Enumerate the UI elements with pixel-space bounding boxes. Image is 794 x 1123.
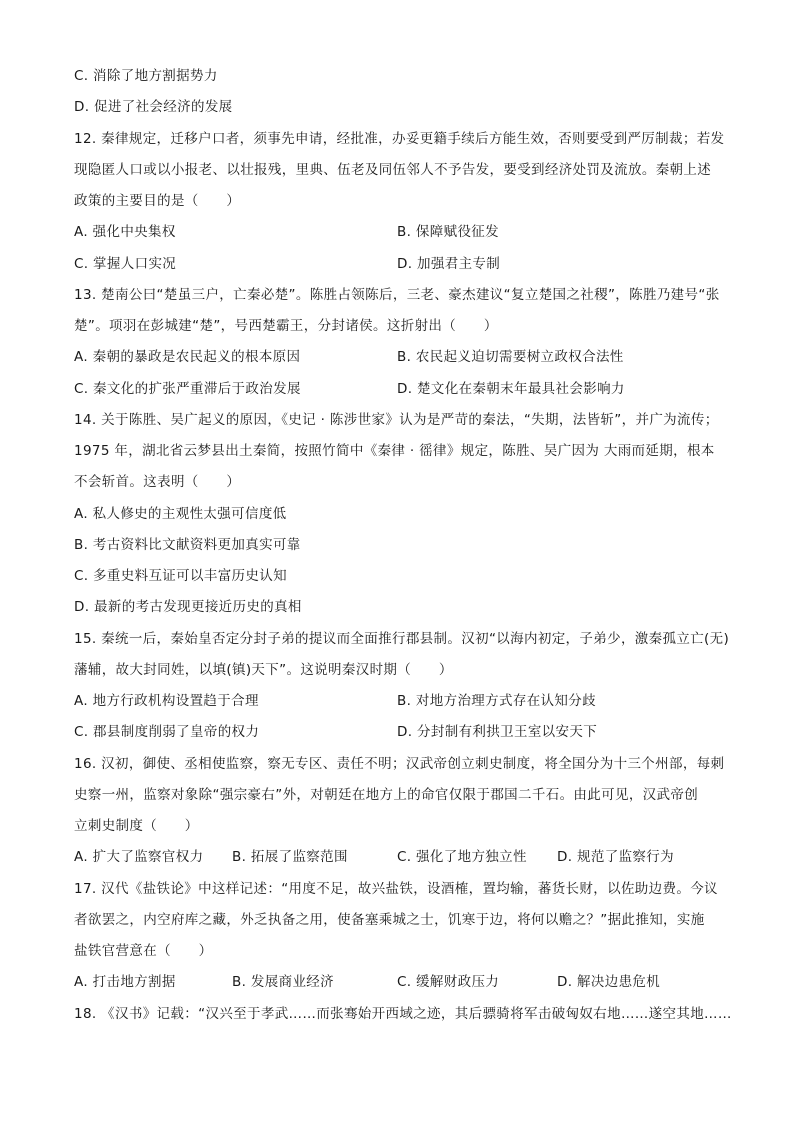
q13-option-c: C. 秦文化的扩张严重滞后于政治发展 [74, 381, 301, 397]
q17-stem-line-1: 17. 汉代《盐铁论》中这样记述：“用度不足，故兴盐铁，设酒榷，置均输，蕃货长财，以佐助边费。今议 [74, 881, 718, 897]
q16-option-b: B. 拓展了监察范围 [232, 849, 348, 865]
q16-stem-line-2: 史察一州，监察对象除“强宗豪右”外，对朝廷在地方上的命官仅限于郡国二千石。由此可见，汉武帝创 [74, 787, 699, 803]
q13-stem-line-1: 13. 楚南公曰“楚虽三户，亡秦必楚”。陈胜占领陈后，三老、豪杰建议“复立楚国之社稷”，陈胜乃建号“张 [74, 287, 720, 303]
q14-stem-line-1: 14. 关于陈胜、吴广起义的原因，《史记 · 陈涉世家》认为是严苛的秦法，“失期，法皆斩”，并广为流传； [74, 412, 719, 428]
q12-option-b: B. 保障赋役征发 [397, 224, 499, 240]
q12-stem-line-2: 现隐匿人口或以小报老、以壮报残，里典、伍老及同伍邻人不予告发，要受到经济处罚及流放。秦朝上述 [74, 162, 712, 178]
q12-option-d: D. 加强君主专制 [397, 256, 501, 272]
q12-option-c: C. 掌握人口实况 [74, 256, 177, 272]
q15-stem-line-2: 藩辅，故大封同姓，以填(镇)天下”。这说明秦汉时期（ ） [74, 662, 453, 678]
q16-stem-line-1: 16. 汉初，御使、丞相使监察，察无专区、责任不明；汉武帝创立刺史制度，将全国分为十三个州部，每刺 [74, 756, 725, 772]
q14-option-b: B. 考古资料比文献资料更加真实可靠 [74, 537, 301, 553]
q12-stem-line-3: 政策的主要目的是（ ） [74, 193, 241, 209]
q15-option-d: D. 分封制有利拱卫王室以安天下 [397, 724, 598, 740]
q14-stem-line-2: 1975 年，湖北省云梦县出土秦简，按照竹简中《秦律 · 徭律》规定，陈胜、吴广因为 大雨而延期，根本 [74, 443, 715, 459]
q17-option-c: C. 缓解财政压力 [397, 974, 500, 990]
q11-option-c: C. 消除了地方割据势力 [74, 68, 218, 84]
q16-stem-line-3: 立刺史制度（ ） [74, 818, 199, 834]
q15-stem-line-1: 15. 秦统一后，秦始皇否定分封子弟的提议而全面推行郡县制。汉初“以海内初定，子弟少，激秦孤立亡(无) [74, 631, 730, 647]
q17-option-d: D. 解决边患危机 [557, 974, 661, 990]
q12-stem-line-1: 12. 秦律规定，迁移户口者，须事先申请，经批准，办妥更籍手续后方能生效，否则要受到严厉制裁；若发 [74, 131, 725, 147]
q16-option-c: C. 强化了地方独立性 [397, 849, 527, 865]
q13-option-d: D. 楚文化在秦朝末年最具社会影响力 [397, 381, 625, 397]
q14-stem-line-3: 不会斩首。这表明（ ） [74, 474, 241, 490]
q18-stem-line-1: 18. 《汉书》记载：“汉兴至于孝武……而张骞始开西域之迹，其后骠骑将军击破匈奴右地……遂空其地…… [74, 1006, 732, 1022]
q13-stem-line-2: 楚”。项羽在彭城建“楚”，号西楚霸王，分封诸侯。这折射出（ ） [74, 318, 498, 334]
q17-option-b: B. 发展商业经济 [232, 974, 334, 990]
q14-option-a: A. 私人修史的主观性太强可信度低 [74, 506, 287, 522]
q15-option-b: B. 对地方治理方式存在认知分歧 [397, 693, 596, 709]
q16-option-a: A. 扩大了监察官权力 [74, 849, 204, 865]
q17-stem-line-3: 盐铁官营意在（ ） [74, 943, 213, 959]
q15-option-a: A. 地方行政机构设置趋于合理 [74, 693, 259, 709]
q17-option-a: A. 打击地方割据 [74, 974, 176, 990]
q11-option-d: D. 促进了社会经济的发展 [74, 99, 233, 115]
q14-option-c: C. 多重史料互证可以丰富历史认知 [74, 568, 287, 584]
q17-stem-line-2: 者欲罢之，内空府库之藏，外乏执备之用，使备塞乘城之士，饥寒于边，将何以赡之？”据此推知，实施 [74, 912, 705, 928]
q16-option-d: D. 规范了监察行为 [557, 849, 674, 865]
q14-option-d: D. 最新的考古发现更接近历史的真相 [74, 599, 302, 615]
q13-option-b: B. 农民起义迫切需要树立政权合法性 [397, 349, 624, 365]
q13-option-a: A. 秦朝的暴政是农民起义的根本原因 [74, 349, 301, 365]
q15-option-c: C. 郡县制度削弱了皇帝的权力 [74, 724, 260, 740]
q12-option-a: A. 强化中央集权 [74, 224, 176, 240]
